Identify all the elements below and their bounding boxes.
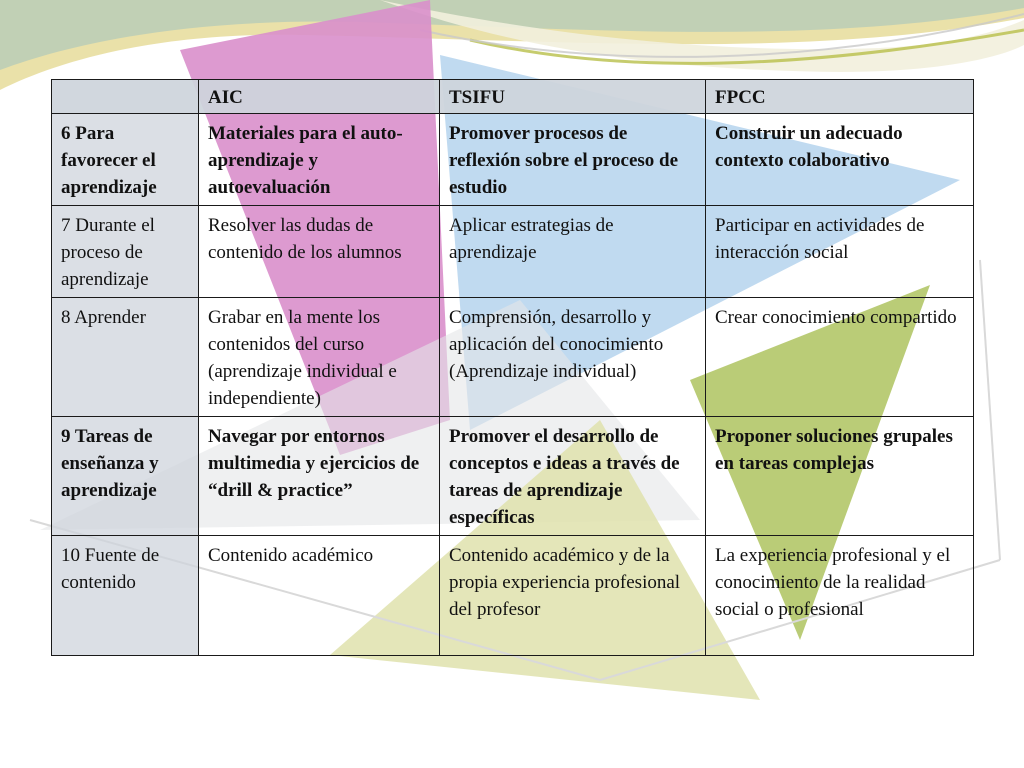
table-row (52, 417, 974, 536)
table-cell: Aplicar estrategias de aprendizaje (440, 206, 706, 298)
table-cell: Comprensión, desarrollo y aplicación del conocimiento (Aprendizaje individual) (440, 298, 706, 417)
table-cell: Promover el desarrollo de conceptos e ideas a través de tareas de aprendizaje específicas (440, 417, 706, 536)
table-cell: Construir un adecuado contexto colaborativo (706, 114, 974, 206)
table-cell: Contenido académico y de la propia experiencia profesional del profesor (440, 536, 706, 656)
table-row (52, 114, 974, 206)
row-label: 7 Durante el proceso de aprendizaje (52, 206, 199, 298)
header-corner (52, 80, 199, 114)
table-row (52, 536, 974, 656)
row-label: 10 Fuente de contenido (52, 536, 199, 656)
table-cell: Contenido académico (199, 536, 440, 656)
table-cell: Resolver las dudas de contenido de los alumnos (199, 206, 440, 298)
table-cell: La experiencia profesional y el conocimiento de la realidad social o profesional (706, 536, 974, 656)
table-cell: Materiales para el auto-aprendizaje y autoevaluación (199, 114, 440, 206)
header-tsifu: TSIFU (440, 80, 706, 114)
table-cell: Grabar en la mente los contenidos del curso (aprendizaje individual e independiente) (199, 298, 440, 417)
table-row (52, 298, 974, 417)
table-cell: Proponer soluciones grupales en tareas complejas (706, 417, 974, 536)
header-row (52, 80, 974, 114)
row-label: 9 Tareas de enseñanza y aprendizaje (52, 417, 199, 536)
outline-line (980, 260, 1000, 560)
header-fpcc: FPCC (706, 80, 974, 114)
row-label: 6 Para favorecer el aprendizaje (52, 114, 199, 206)
header-aic: AIC (199, 80, 440, 114)
table-cell: Navegar por entornos multimedia y ejercicios de “drill & practice” (199, 417, 440, 536)
table-cell: Participar en actividades de interacción social (706, 206, 974, 298)
table-cell: Promover procesos de reflexión sobre el proceso de estudio (440, 114, 706, 206)
row-label: 8 Aprender (52, 298, 199, 417)
table-cell: Crear conocimiento compartido (706, 298, 974, 417)
table-row (52, 206, 974, 298)
comparison-table (51, 79, 974, 656)
